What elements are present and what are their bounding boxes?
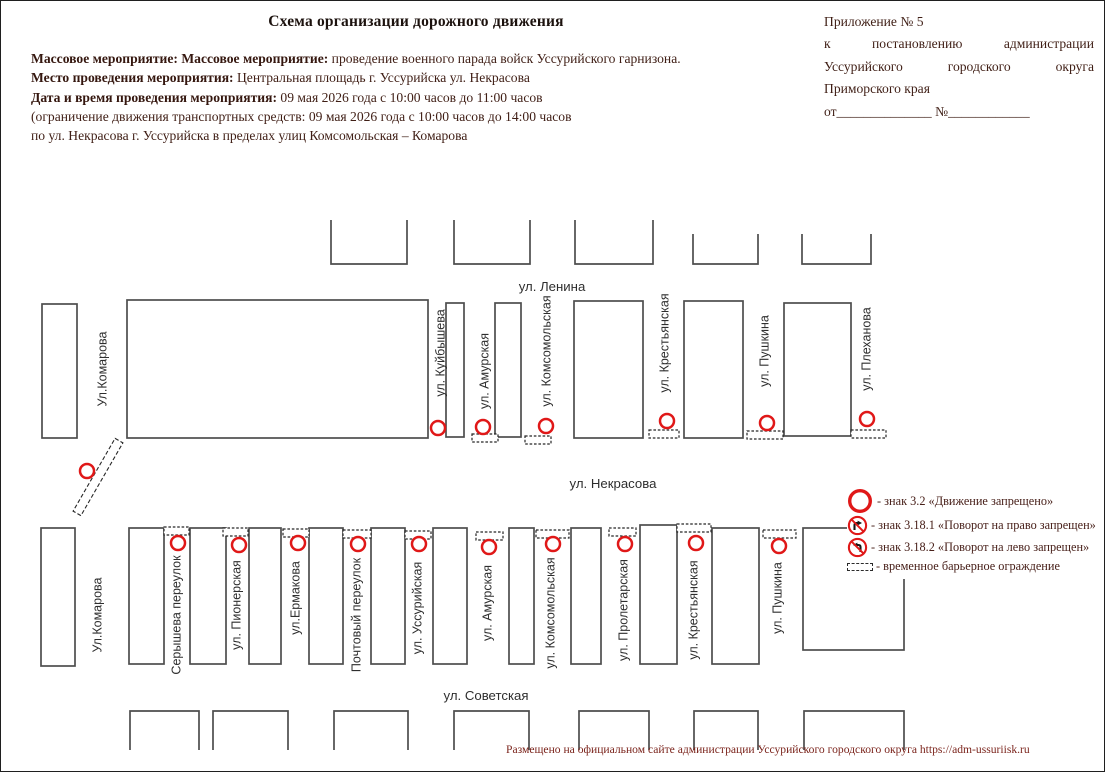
sign-3.2-icon [171,536,185,550]
site-attribution: Размещено на официальном сайте администрации Уссурийского городского округа https://adm-ussuriisk.ru [506,743,1030,756]
city-block [684,301,743,438]
legend-label: - временное барьерное ограждение [876,559,1060,573]
temporary-barrier [525,436,551,444]
sign-3.2-icon [618,537,632,551]
street-label: Почтовый переулок [349,557,364,673]
city-block [331,220,407,264]
legend-item-barrier [847,559,1105,574]
street-label: Серышева переулок [169,555,184,675]
temporary-barrier [649,430,679,438]
annex-line: Уссурийского городского округа [824,58,1094,74]
city-block [574,301,643,438]
street-label: ул. Некрасова [569,476,657,491]
page-title: Схема организации дорожного движения [268,13,564,30]
sign-3.2-icon [351,537,365,551]
info-line: Место проведения мероприятия: Центральная площадь г. Уссурийска ул. Некрасова [31,70,530,86]
sign-3.2-icon [860,412,874,426]
city-block [130,711,199,750]
sign-3.2-icon [232,538,246,552]
temporary-barrier [851,430,886,438]
street-label: ул. Амурская [480,564,495,642]
city-block [309,528,343,664]
info-line: Дата и время проведения мероприятия: 09 мая 2026 года с 10:00 часов до 11:00 часов [31,89,543,105]
no-left-turn-icon [847,537,868,558]
annex-line: от______________ №____________ [824,103,1030,119]
city-block [127,300,428,438]
city-block [249,528,281,664]
temporary-barrier [164,527,189,535]
temporary-barrier-icon [847,563,873,571]
street-label: ул.Ермакова [288,561,303,635]
city-block [190,528,226,664]
city-block [454,220,530,264]
temporary-barrier [747,431,783,439]
city-block [571,528,601,664]
city-block [371,528,405,664]
street-label: ул. Плеханова [859,307,874,391]
sign-3.2-icon [760,416,774,430]
city-block [693,234,758,264]
legend-item-sign-3-18-2 [847,537,1105,558]
city-block [802,234,871,264]
sign-3.2-icon [291,536,305,550]
annex-line: к постановлению администрации [824,36,1094,52]
city-block [41,528,75,666]
sign-3.2-icon [431,421,445,435]
street-label: ул. Ленина [518,279,586,294]
street-label: ул. Советская [443,688,529,703]
legend-item-sign-3-18-1 [847,515,1105,536]
legend-item-sign-3-2 [847,488,1105,514]
legend-label: - знак 3.18.1 «Поворот на право запрещен» [871,518,1096,532]
street-label: ул. Пионерская [229,560,244,650]
temporary-barrier [472,434,498,442]
annex-line: Приморского края [824,81,930,97]
sign-3.2-icon [80,464,94,478]
city-block [640,525,677,664]
temporary-barrier [609,528,636,536]
city-block [213,711,288,750]
annex-line: Приложение № 5 [824,14,924,29]
temporary-barrier [677,524,711,532]
street-label: Ул.Комарова [95,331,110,407]
info-line: (ограничение движения транспортных средств: 09 мая 2026 года с 10:00 часов до 14:00 часов [31,108,572,124]
city-block [129,528,164,664]
sign-3.2-icon [847,488,874,514]
info-line: по ул. Некрасова г. Уссурийска в пределах улиц Комсомольская – Комарова [31,128,468,144]
street-label: ул. Пушкина [757,315,772,387]
street-label: ул. Комсомольская [543,557,558,669]
street-label: ул. Пролетарская [616,559,631,661]
street-label: Ул.Комарова [90,577,105,653]
temporary-barrier [763,530,796,538]
city-block [509,528,534,664]
sign-3.2-icon [476,420,490,434]
street-label: ул. Пушкина [770,562,785,634]
info-line: Массовое мероприятие: Массовое мероприятие: проведение военного парада войск Уссурийского гарнизона. [31,51,681,66]
street-label: ул. Крестьянская [686,560,701,660]
city-block [495,303,521,437]
street-label: ул. Уссурийская [410,561,425,655]
sign-3.2-icon [482,540,496,554]
sign-3.2-icon [772,539,786,553]
street-label: ул. Крестьянская [657,293,672,393]
city-block [712,528,759,664]
sign-3.2-icon [546,537,560,551]
street-label: ул. Амурская [477,332,492,410]
city-block [575,220,653,264]
street-label: ул. Комсомольская [539,295,554,407]
city-block [42,304,77,438]
legend [847,488,1105,579]
temporary-barrier [223,528,248,536]
no-right-turn-icon [847,515,868,536]
sign-3.2-icon [660,414,674,428]
legend-label: - знак 3.18.2 «Поворот на лево запрещен» [871,540,1090,554]
temporary-barrier-diagonal [73,438,123,515]
sign-3.2-icon [689,536,703,550]
sign-3.2-icon [412,537,426,551]
legend-label: - знак 3.2 «Движение запрещено» [877,493,1054,508]
sign-3.2-icon [539,419,553,433]
city-block [433,528,467,664]
street-label: ул. Куйбышева [433,309,448,397]
road-scheme-map [1,1,1105,772]
city-block [334,711,408,750]
city-block [784,303,851,436]
city-block [446,303,464,437]
